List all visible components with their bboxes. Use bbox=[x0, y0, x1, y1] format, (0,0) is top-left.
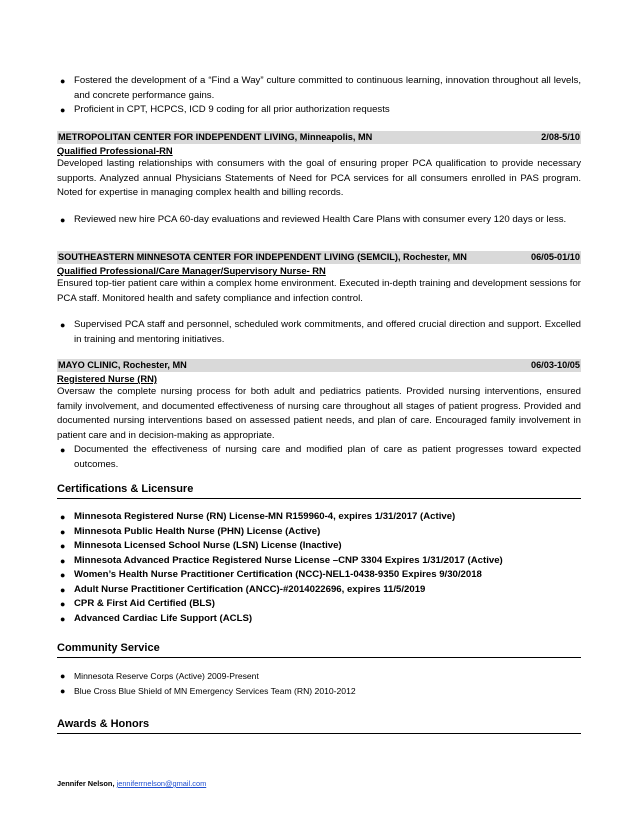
bullet-icon: ● bbox=[60, 685, 66, 696]
list-item: ● Fostered the development of a “Find a Way” culture committed to continuous learning, innovation throughout all levels, and concrete performance gains. bbox=[60, 75, 581, 101]
list-item: ● Minnesota Reserve Corps (Active) 2009-Present bbox=[57, 669, 581, 684]
job-description: Oversaw the complete nursing process for both adult and pediatrics patients. Provided nursing interventions, ensured family involvement, and documented effectiveness of nursing care throughout all stages of patient progress. Provided and documented nursing interventions based on assessed patient needs, and plan of care. Encouraged family involvement in patient care and in decision-making as appropriate. bbox=[57, 386, 581, 441]
list-item: ● Women’s Health Nurse Practitioner Certification (NCC)-NEL1-0438-9350 Expires 9/30/2018 bbox=[57, 568, 581, 583]
list-item: ● Minnesota Licensed School Nurse (LSN) License (Inactive) bbox=[57, 539, 581, 554]
bullet-icon: ● bbox=[60, 214, 66, 225]
footer-email-link[interactable]: jenniferrnelson@gmail.com bbox=[116, 779, 207, 788]
top-bullets-block bbox=[57, 74, 581, 118]
job-header bbox=[57, 131, 581, 144]
list-item: ● Minnesota Advanced Practice Registered Nurse License –CNP 3304 Expires 1/31/2017 (Active) bbox=[57, 554, 581, 569]
bullet-icon: ● bbox=[60, 105, 66, 115]
list-item: ● CPR & First Aid Certified (BLS) bbox=[57, 597, 581, 612]
certifications-section bbox=[57, 481, 581, 626]
job-entry bbox=[57, 131, 581, 227]
job-title: Qualified Professional-RN bbox=[57, 145, 173, 156]
list-item: ● Supervised PCA staff and personnel, scheduled work commitments, and offered crucial direction and support. Excelled in training and mentoring initiatives. bbox=[60, 319, 581, 345]
list-item: ● Blue Cross Blue Shield of MN Emergency Services Team (RN) 2010-2012 bbox=[57, 684, 581, 699]
bullet-icon: ● bbox=[60, 320, 66, 330]
section-heading: Community Service bbox=[57, 640, 581, 658]
section-heading: Awards & Honors bbox=[57, 716, 581, 734]
section-heading: Certifications & Licensure bbox=[57, 481, 581, 499]
bullet-icon: ● bbox=[60, 599, 66, 609]
job-description: Ensured top-tier patient care within a complex home environment. Executed in-depth training and development sessions for PCA staff. Monitored health and safety compliance and infection control. bbox=[57, 278, 581, 304]
job-header bbox=[57, 251, 581, 264]
community-section bbox=[57, 640, 581, 698]
footer-name: Jennifer Nelson, bbox=[57, 779, 115, 788]
bullet-icon: ● bbox=[60, 76, 66, 86]
bullet-icon: ● bbox=[60, 555, 66, 566]
job-description: Developed lasting relationships with consumers with the goal of ensuring proper PCA qualification to provide necessary supports. Analyzed annual Physicians Statements of Need for PCA services for all consumers enrolled in PAS program. Noted for expertise in managing complex health and billing records. bbox=[57, 158, 581, 198]
list-item: ● Adult Nurse Practitioner Certification (ANCC)-#2014022696, expires 11/5/2019 bbox=[57, 583, 581, 598]
job-employer: MAYO CLINIC, Rochester, MN bbox=[58, 360, 187, 370]
bullet-icon: ● bbox=[60, 526, 66, 537]
job-title: Registered Nurse (RN) bbox=[57, 373, 158, 384]
list-item: ● Minnesota Public Health Nurse (PHN) License (Active) bbox=[57, 525, 581, 540]
job-dates: 06/03-10/05 bbox=[530, 360, 580, 370]
bullet-icon: ● bbox=[60, 613, 66, 624]
list-item: ● Advanced Cardiac Life Support (ACLS) bbox=[57, 612, 581, 627]
job-employer: SOUTHEASTERN MINNESOTA CENTER FOR INDEPENDENT LIVING (SEMCIL), Rochester, MN bbox=[58, 252, 467, 262]
bullet-icon: ● bbox=[60, 584, 66, 595]
page-footer bbox=[57, 779, 206, 788]
awards-section bbox=[57, 716, 581, 734]
job-title: Qualified Professional/Care Manager/Supervisory Nurse- RN bbox=[57, 265, 326, 276]
bullet-icon: ● bbox=[60, 512, 66, 522]
bullet-icon: ● bbox=[60, 671, 66, 681]
list-item: ● Minnesota Registered Nurse (RN) License-MN R159960-4, expires 1/31/2017 (Active) bbox=[57, 510, 581, 525]
job-dates: 06/05-01/10 bbox=[530, 252, 580, 262]
job-entry bbox=[57, 359, 581, 472]
list-item: ● Documented the effectiveness of nursing care and modified plan of care as patient progresses toward expected outcomes. bbox=[60, 444, 581, 470]
list-item: ● Reviewed new hire PCA 60-day evaluations and reviewed Health Care Plans with consumer every 120 days or less. bbox=[57, 213, 581, 228]
bullet-icon: ● bbox=[60, 570, 66, 580]
bullet-icon: ● bbox=[60, 541, 66, 551]
bullet-icon: ● bbox=[60, 445, 66, 455]
list-item: ● Proficient in CPT, HCPCS, ICD 9 coding for all prior authorization requests bbox=[57, 103, 581, 118]
job-employer: METROPOLITAN CENTER FOR INDEPENDENT LIVING, Minneapolis, MN bbox=[58, 132, 373, 142]
job-header bbox=[57, 359, 581, 372]
job-entry bbox=[57, 251, 581, 347]
job-dates: 2/08-5/10 bbox=[541, 132, 580, 142]
